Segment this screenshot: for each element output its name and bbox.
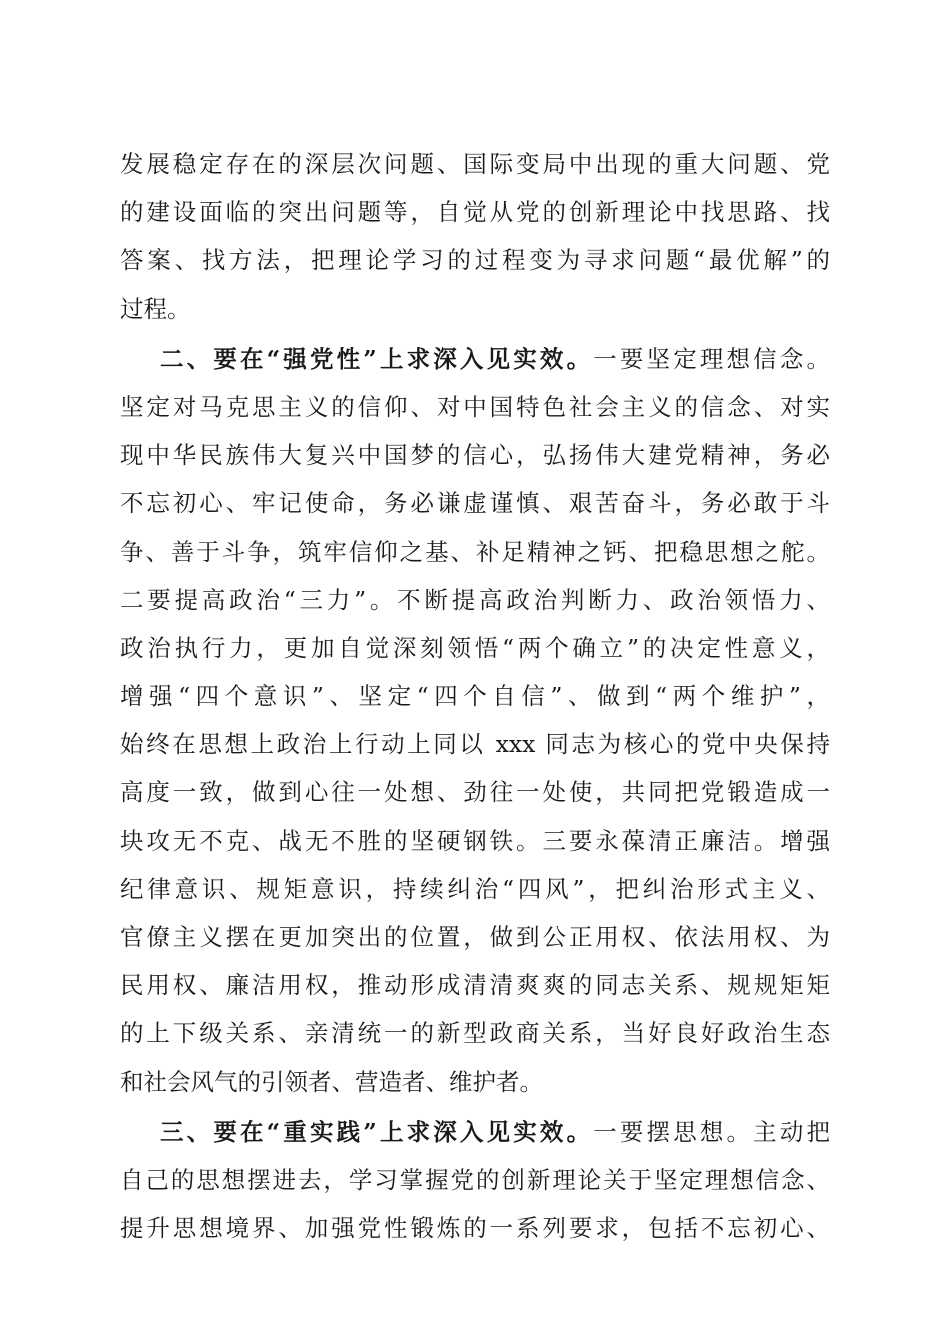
text-line: 自己的思想摆进去，学习掌握党的创新理论关于坚定理想信念、 [120, 1165, 830, 1194]
text-line: 的上下级关系、亲清统一的新型政商关系，当好良好政治生态 [120, 1019, 830, 1048]
text-line: 争、善于斗争，筑牢信仰之基、补足精神之钙、把稳思想之舵。 [120, 537, 830, 566]
section-heading: 二、要在“强党性”上求深入见实效。 [160, 344, 594, 373]
text-line: 增强“四个意识”、坚定“四个自信”、做到“两个维护”， [120, 682, 830, 711]
text-line: 始终在思想上政治上行动上同以 xxx 同志为核心的党中央保持 [120, 730, 830, 759]
text-line: 二要提高政治“三力”。不断提高政治判断力、政治领悟力、 [120, 585, 830, 614]
text-run: 一要摆思想。主动把 [593, 1117, 830, 1146]
text-line: 坚定对马克思主义的信仰、对中国特色社会主义的信念、对实 [120, 392, 830, 421]
text-line: 政治执行力，更加自觉深刻领悟“两个确立”的决定性意义， [120, 633, 830, 662]
text-line: 纪律意识、规矩意识，持续纠治“四风”，把纠治形式主义、 [120, 874, 830, 903]
text-line: 块攻无不克、战无不胜的坚硬钢铁。三要永葆清正廉洁。增强 [120, 826, 830, 855]
text-line: 官僚主义摆在更加突出的位置，做到公正用权、依法用权、为 [120, 923, 830, 951]
section-heading-line [120, 1108, 830, 1156]
text-line: 过程。 [120, 294, 191, 323]
text-line: 和社会风气的引领者、营造者、维护者。 [120, 1067, 543, 1096]
text-line: 民用权、廉洁用权，推动形成清清爽爽的同志关系、规规矩矩 [120, 971, 830, 1000]
text-line: 发展稳定存在的深层次问题、国际变局中出现的重大问题、党 [120, 150, 830, 178]
section-heading: 三、要在“重实践”上求深入见实效。 [160, 1117, 594, 1146]
text-line: 的建设面临的突出问题等，自觉从党的创新理论中找思路、找 [120, 198, 830, 227]
text-line: 提升思想境界、加强党性锻炼的一系列要求，包括不忘初心、 [120, 1214, 830, 1243]
text-line: 现中华民族伟大复兴中国梦的信心，弘扬伟大建党精神，务必 [120, 441, 830, 470]
text-run: 一要坚定理想信念。 [593, 344, 830, 373]
text-line: 高度一致，做到心往一处想、劲往一处使，共同把党锻造成一 [120, 778, 830, 807]
text-line: 不忘初心、牢记使命，务必谦虚谨慎、艰苦奋斗，务必敢于斗 [120, 489, 830, 518]
section-heading-line [120, 335, 830, 383]
text-line: 答案、找方法，把理论学习的过程变为寻求问题“最优解”的 [120, 246, 830, 275]
document-body [120, 140, 830, 1252]
